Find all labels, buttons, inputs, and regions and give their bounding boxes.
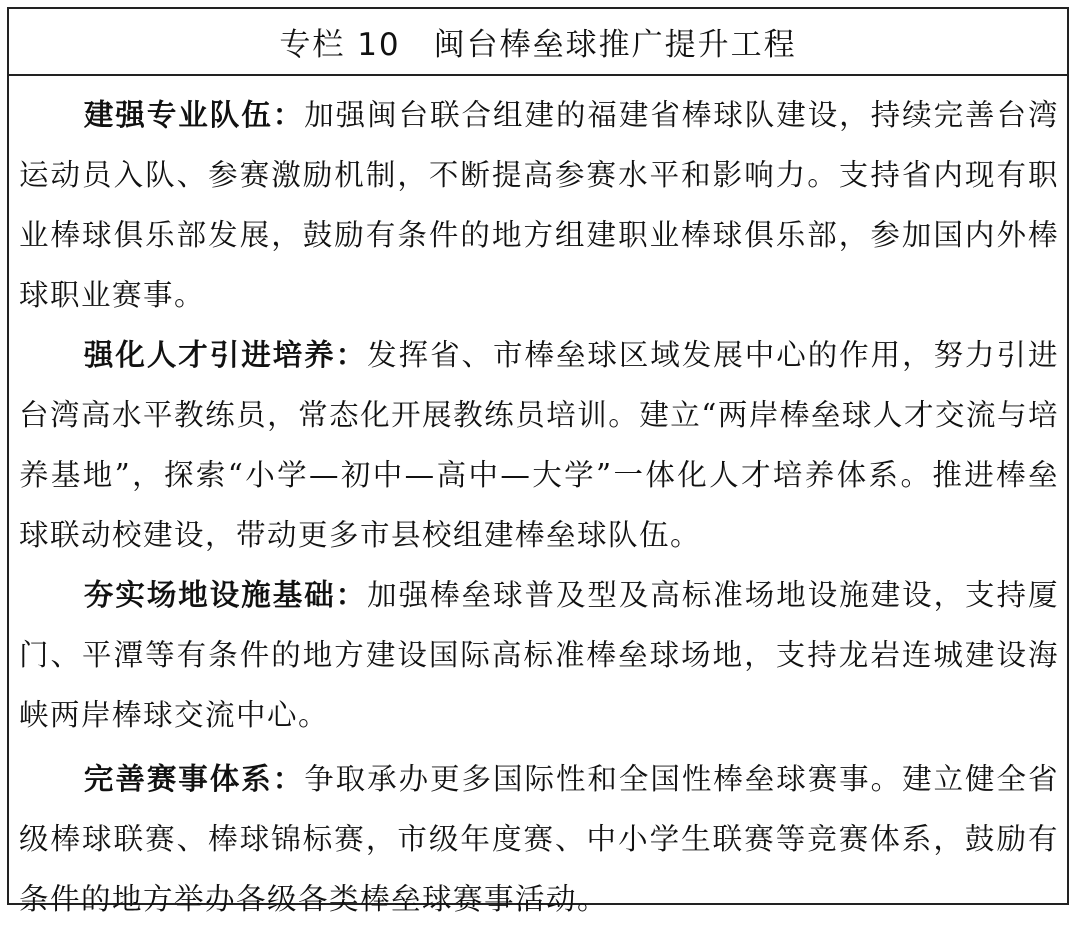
section-heading: 夯实场地设施基础： xyxy=(83,578,368,612)
section-heading: 建强专业队伍： xyxy=(83,98,305,132)
section-text: 争取承办更多国际性和全国性棒垒球赛事。建立健全省级棒球联赛、棒球锦标赛，市级年度赛、中小学生联赛等竞赛体系，鼓励有条件的地方举办各级各类棒垒球赛事活动。 xyxy=(19,762,1059,916)
section-team-building xyxy=(19,85,1059,325)
section-text: 发挥省、市棒垒球区域发展中心的作用，努力引进台湾高水平教练员，常态化开展教练员培训。建立“两岸棒垒球人才交流与培养基地”，探索“小学—初中—高中—大学”一体化人才培养体系。推进棒垒球联动校建设，带动更多市县校组建棒垒球队伍。 xyxy=(19,338,1059,552)
section-text: 加强棒垒球普及型及高标准场地设施建设，支持厦门、平潭等有条件的地方建设国际高标准棒垒球场地，支持龙岩连城建设海峡两岸棒球交流中心。 xyxy=(19,578,1059,732)
section-heading: 强化人才引进培养： xyxy=(83,338,368,372)
section-talent xyxy=(19,325,1059,565)
column-body xyxy=(19,85,1059,929)
section-facilities xyxy=(19,565,1059,745)
column-header xyxy=(9,9,1067,76)
section-competitions xyxy=(19,749,1059,929)
column-title: 专栏 10 闽台棒垒球推广提升工程 xyxy=(279,27,797,63)
section-heading: 完善赛事体系： xyxy=(83,762,305,796)
section-text: 加强闽台联合组建的福建省棒球队建设，持续完善台湾运动员入队、参赛激励机制，不断提高参赛水平和影响力。支持省内现有职业棒球俱乐部发展，鼓励有条件的地方组建职业棒球俱乐部，参加国内外棒球职业赛事。 xyxy=(19,98,1059,312)
column-box xyxy=(7,7,1069,916)
